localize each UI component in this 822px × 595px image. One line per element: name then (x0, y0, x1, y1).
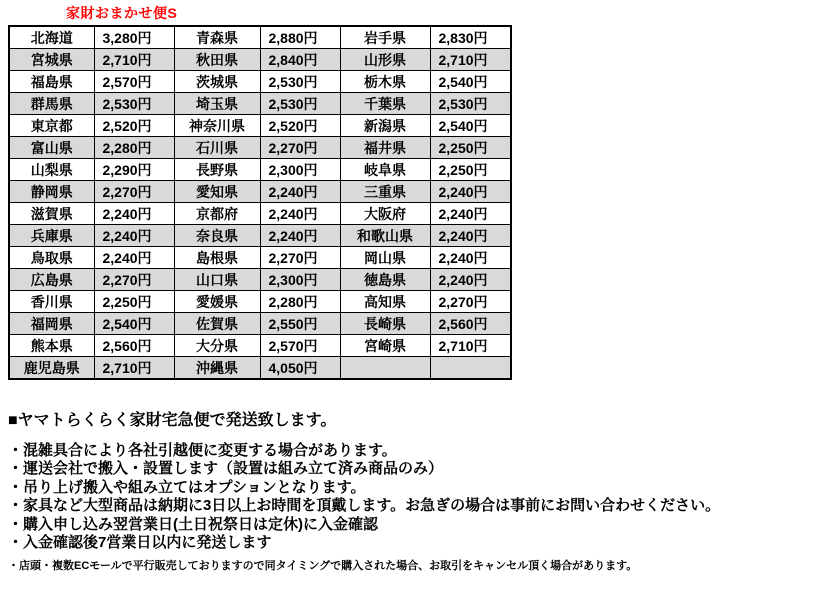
prefecture-cell: 群馬県 (9, 93, 94, 115)
prefecture-cell: 福岡県 (9, 313, 94, 335)
prefecture-cell: 岡山県 (340, 247, 430, 269)
price-cell: 4,050円 (260, 357, 340, 380)
prefecture-cell: 山口県 (174, 269, 260, 291)
price-cell: 2,240円 (94, 247, 174, 269)
prefecture-cell: 長崎県 (340, 313, 430, 335)
price-cell: 2,270円 (430, 291, 511, 313)
prefecture-cell: 青森県 (174, 26, 260, 49)
prefecture-cell: 栃木県 (340, 71, 430, 93)
table-row (9, 291, 511, 313)
price-cell: 2,570円 (260, 335, 340, 357)
table-row (9, 137, 511, 159)
shipping-notes-list (8, 442, 818, 552)
table-row (9, 357, 511, 380)
prefecture-cell: 静岡県 (9, 181, 94, 203)
price-cell: 2,570円 (94, 71, 174, 93)
prefecture-cell: 石川県 (174, 137, 260, 159)
price-cell: 2,290円 (94, 159, 174, 181)
price-cell: 2,710円 (430, 49, 511, 71)
prefecture-cell: 岩手県 (340, 26, 430, 49)
table-row (9, 115, 511, 137)
prefecture-cell: 秋田県 (174, 49, 260, 71)
prefecture-cell: 兵庫県 (9, 225, 94, 247)
shipping-notes (8, 407, 818, 573)
price-cell: 2,300円 (260, 159, 340, 181)
prefecture-cell: 福井県 (340, 137, 430, 159)
price-cell: 3,280円 (94, 26, 174, 49)
prefecture-cell: 新潟県 (340, 115, 430, 137)
table-row (9, 26, 511, 49)
shipping-note: ・家具など大型商品は納期に3日以上お時間を頂戴します。お急ぎの場合は事前にお問い合わせください。 (8, 497, 721, 515)
price-cell: 2,540円 (430, 71, 511, 93)
price-cell: 2,240円 (94, 225, 174, 247)
price-cell: 2,250円 (94, 291, 174, 313)
price-cell: 2,560円 (94, 335, 174, 357)
prefecture-cell: 神奈川県 (174, 115, 260, 137)
prefecture-cell: 香川県 (9, 291, 94, 313)
table-row (9, 313, 511, 335)
prefecture-cell: 山形県 (340, 49, 430, 71)
prefecture-cell: 千葉県 (340, 93, 430, 115)
table-row (9, 159, 511, 181)
prefecture-cell: 山梨県 (9, 159, 94, 181)
price-cell: 2,240円 (94, 203, 174, 225)
price-cell: 2,240円 (260, 225, 340, 247)
prefecture-cell: 鹿児島県 (9, 357, 94, 380)
price-cell (430, 357, 511, 380)
price-cell: 2,240円 (430, 181, 511, 203)
prefecture-cell: 奈良県 (174, 225, 260, 247)
table-row (9, 49, 511, 71)
shipping-note: ・運送会社で搬入・設置します（設置は組み立て済み商品のみ） (8, 460, 444, 478)
prefecture-cell: 高知県 (340, 291, 430, 313)
page-title: 家財おまかせ便S (66, 5, 178, 21)
prefecture-cell: 徳島県 (340, 269, 430, 291)
prefecture-cell: 福島県 (9, 71, 94, 93)
price-cell: 2,240円 (430, 203, 511, 225)
price-cell: 2,550円 (260, 313, 340, 335)
price-cell: 2,530円 (430, 93, 511, 115)
price-cell: 2,560円 (430, 313, 511, 335)
shipping-notes-heading: ■ヤマトらくらく家財宅急便で発送致します。 (8, 412, 337, 429)
price-cell: 2,710円 (94, 49, 174, 71)
prefecture-cell: 岐阜県 (340, 159, 430, 181)
prefecture-cell: 広島県 (9, 269, 94, 291)
price-cell: 2,520円 (94, 115, 174, 137)
price-cell: 2,240円 (260, 181, 340, 203)
price-cell: 2,530円 (260, 93, 340, 115)
shipping-notes-footnote: ・店頭・複数ECモールで平行販売しておりますので同タイミングで購入された場合、お取引をキャンセル頂く場合があります。 (8, 560, 638, 573)
table-row (9, 269, 511, 291)
table-row (9, 181, 511, 203)
price-cell: 2,280円 (94, 137, 174, 159)
price-cell: 2,270円 (260, 137, 340, 159)
prefecture-cell: 埼玉県 (174, 93, 260, 115)
table-row (9, 225, 511, 247)
price-cell: 2,250円 (430, 137, 511, 159)
prefecture-cell: 愛知県 (174, 181, 260, 203)
price-cell: 2,530円 (260, 71, 340, 93)
table-row (9, 71, 511, 93)
prefecture-cell: 鳥取県 (9, 247, 94, 269)
prefecture-cell: 長野県 (174, 159, 260, 181)
price-cell: 2,710円 (430, 335, 511, 357)
prefecture-cell: 富山県 (9, 137, 94, 159)
price-cell: 2,520円 (260, 115, 340, 137)
price-cell: 2,840円 (260, 49, 340, 71)
prefecture-cell: 和歌山県 (340, 225, 430, 247)
price-cell: 2,270円 (94, 269, 174, 291)
prefecture-cell: 滋賀県 (9, 203, 94, 225)
prefecture-cell: 佐賀県 (174, 313, 260, 335)
price-cell: 2,240円 (430, 269, 511, 291)
table-row (9, 335, 511, 357)
prefecture-cell: 三重県 (340, 181, 430, 203)
price-cell: 2,300円 (260, 269, 340, 291)
prefecture-cell: 大阪府 (340, 203, 430, 225)
prefecture-cell: 茨城県 (174, 71, 260, 93)
prefecture-cell: 大分県 (174, 335, 260, 357)
prefecture-cell: 愛媛県 (174, 291, 260, 313)
prefecture-cell: 北海道 (9, 26, 94, 49)
price-table-body (9, 26, 511, 379)
price-cell: 2,880円 (260, 26, 340, 49)
table-row (9, 247, 511, 269)
prefecture-cell: 東京都 (9, 115, 94, 137)
prefecture-cell: 熊本県 (9, 335, 94, 357)
table-row (9, 93, 511, 115)
shipping-note: ・混雑具合により各社引越便に変更する場合があります。 (8, 442, 397, 459)
shipping-note: ・吊り上げ搬入や組み立てはオプションとなります。 (8, 478, 366, 496)
shipping-note: ・入金確認後7営業日以内に発送します (8, 534, 272, 552)
price-cell: 2,270円 (260, 247, 340, 269)
price-cell: 2,540円 (94, 313, 174, 335)
price-cell: 2,270円 (94, 181, 174, 203)
price-cell: 2,540円 (430, 115, 511, 137)
price-cell: 2,250円 (430, 159, 511, 181)
prefecture-cell: 宮城県 (9, 49, 94, 71)
shipping-note: ・購入申し込み翌営業日(土日祝祭日は定休)に入金確認 (8, 515, 378, 533)
prefecture-cell: 京都府 (174, 203, 260, 225)
price-cell: 2,530円 (94, 93, 174, 115)
price-cell: 2,240円 (260, 203, 340, 225)
shipping-price-table (8, 25, 512, 380)
prefecture-cell: 宮崎県 (340, 335, 430, 357)
prefecture-cell: 沖縄県 (174, 357, 260, 380)
prefecture-cell (340, 357, 430, 380)
price-cell: 2,240円 (430, 247, 511, 269)
price-cell: 2,280円 (260, 291, 340, 313)
price-cell: 2,830円 (430, 26, 511, 49)
prefecture-cell: 島根県 (174, 247, 260, 269)
price-cell: 2,240円 (430, 225, 511, 247)
price-cell: 2,710円 (94, 357, 174, 380)
table-row (9, 203, 511, 225)
